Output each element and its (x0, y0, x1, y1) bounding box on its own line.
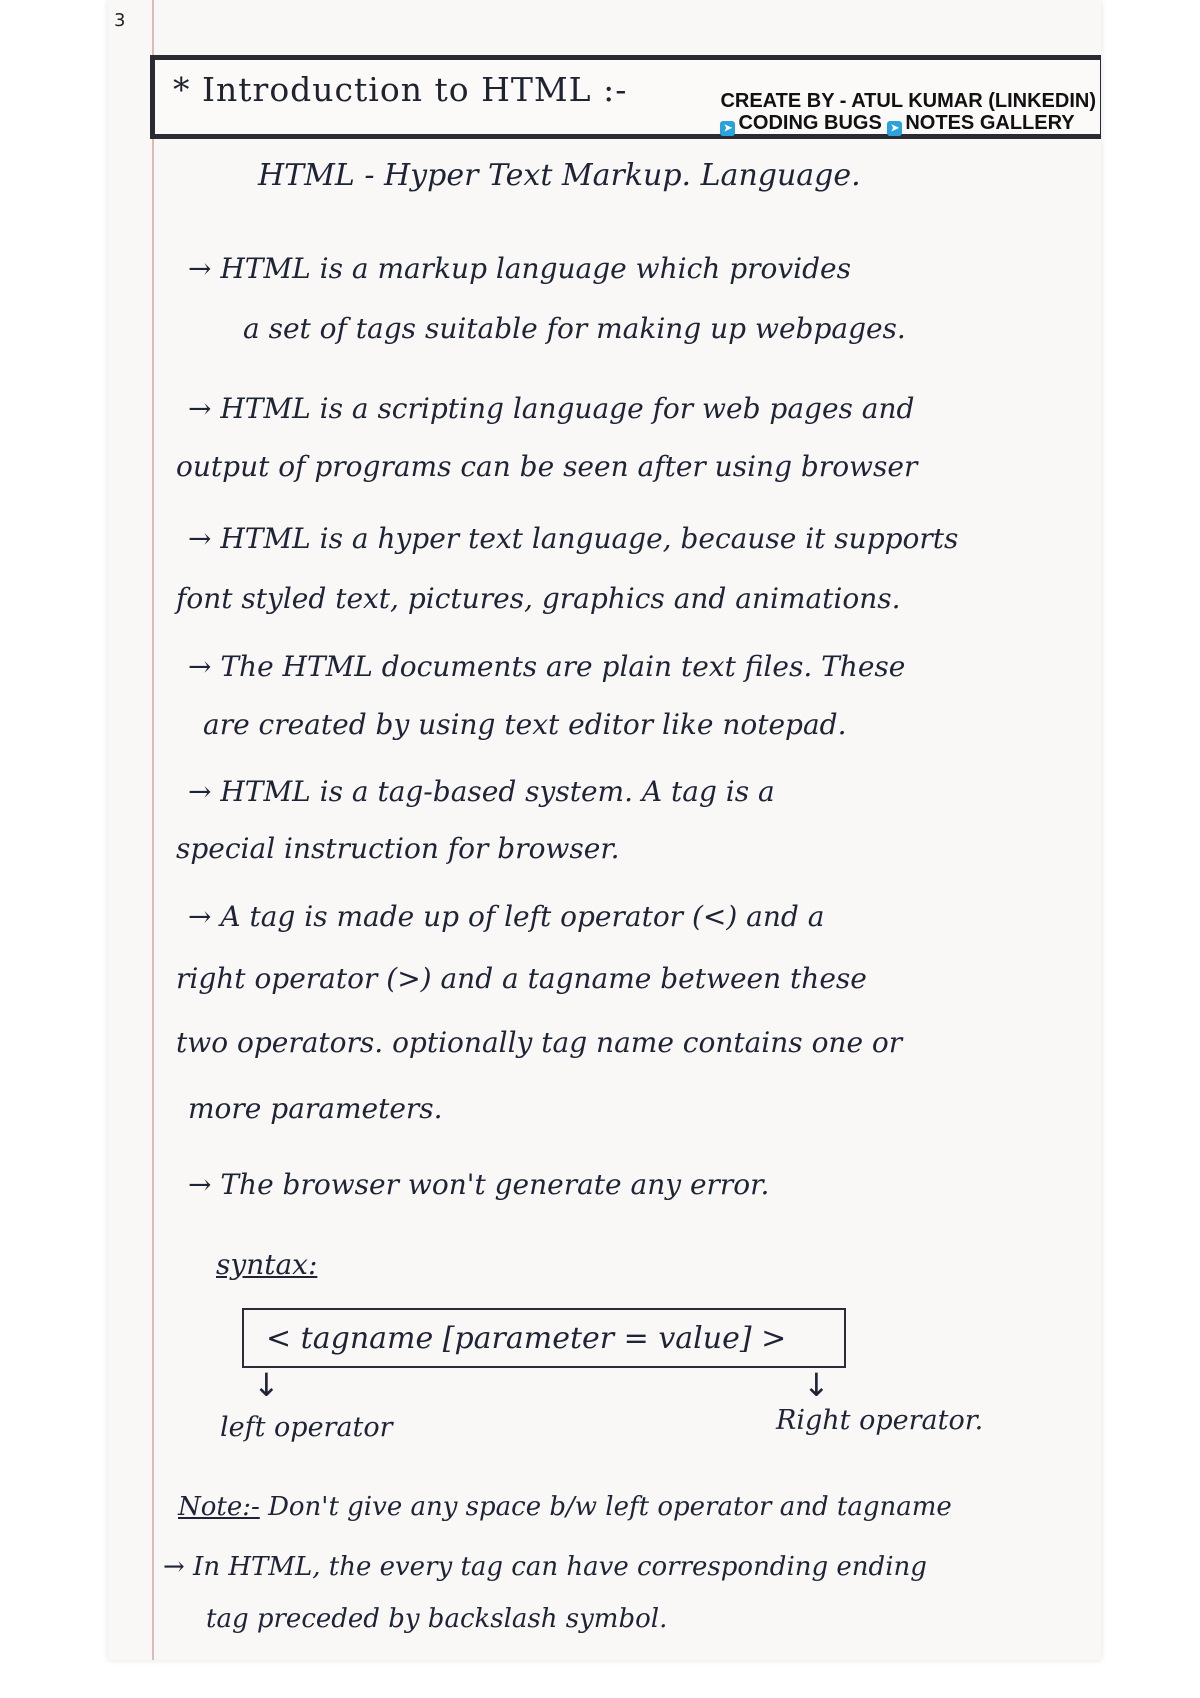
telegram-icon: ➤ (720, 121, 735, 136)
down-arrow-icon: ↓ (803, 1366, 830, 1404)
note-line-2: a set of tags suitable for making up webpages. (243, 312, 906, 345)
note-line-3: → HTML is a scripting language for web pages and (188, 392, 915, 425)
note-line-6: font styled text, pictures, graphics and animations. (176, 582, 901, 615)
telegram-icon: ➤ (887, 121, 902, 136)
note-line-15: → The browser won't generate any error. (188, 1168, 770, 1201)
credit-channel-a: CODING BUGS (738, 112, 882, 134)
note-line-4: output of programs can be seen after using browser (176, 450, 918, 483)
note-line-12: right operator (>) and a tagname between these (176, 962, 867, 995)
syntax-code: < tagname [parameter = value] > (266, 1320, 787, 1356)
credit-channels (720, 112, 1096, 136)
note-line-5: → HTML is a hyper text language, because it supports (188, 522, 959, 555)
syntax-label: syntax: (216, 1248, 318, 1281)
syntax-box (242, 1308, 846, 1368)
page-number: 3 (114, 10, 126, 31)
note-line-7: → The HTML documents are plain text files. These (188, 650, 906, 683)
note-line-14: more parameters. (188, 1092, 443, 1125)
note-line-8: are created by using text editor like notepad. (203, 708, 847, 741)
note-line-9: → HTML is a tag-based system. A tag is a (188, 775, 775, 808)
note-line-10: special instruction for browser. (176, 832, 620, 865)
note-line-13: two operators. optionally tag name contains one or (176, 1026, 903, 1059)
down-arrow-icon: ↓ (253, 1366, 280, 1404)
margin-line (152, 0, 154, 1660)
note-label: Note:- (178, 1492, 260, 1522)
note-line-backslash: tag preceded by backslash symbol. (206, 1604, 668, 1634)
html-definition: HTML - Hyper Text Markup. Language. (258, 158, 861, 193)
note-line-ending-tag: → In HTML, the every tag can have corresponding ending (163, 1552, 927, 1582)
note-line (178, 1492, 952, 1522)
note-line-11: → A tag is made up of left operator (<) and a (188, 900, 825, 933)
right-operator-label: Right operator. (776, 1405, 984, 1436)
credit-channel-b: NOTES GALLERY (905, 112, 1075, 134)
left-operator-label: left operator (220, 1412, 393, 1443)
notebook-page (108, 0, 1101, 1660)
note-line-1: → HTML is a markup language which provides (188, 252, 851, 285)
credit-author: CREATE BY - ATUL KUMAR (LINKEDIN) (720, 90, 1096, 112)
header-box (150, 55, 1101, 139)
page-title: * Introduction to HTML :- (173, 70, 628, 109)
credit-block (720, 90, 1096, 136)
note-text: Don't give any space b/w left operator and tagname (268, 1492, 952, 1522)
